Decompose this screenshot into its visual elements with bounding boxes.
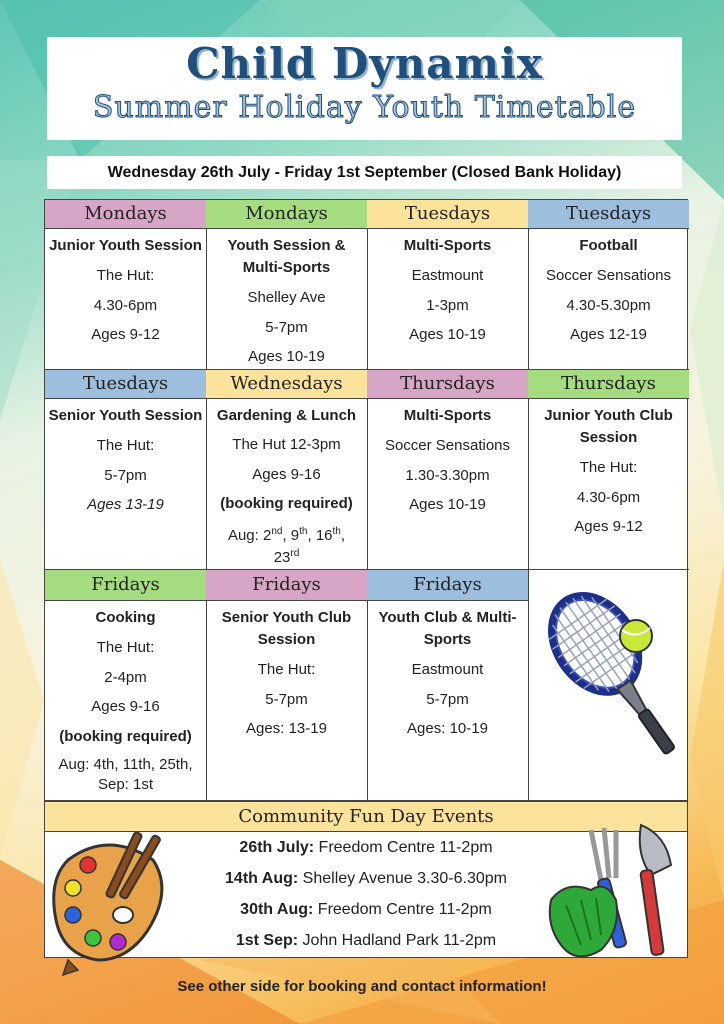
session-detail: 1.30-3.30pm	[405, 466, 490, 484]
session-cell	[45, 601, 207, 802]
session-detail: Ages 10-19	[248, 348, 325, 366]
day-header: Fridays	[367, 570, 529, 601]
session-detail: 5-7pm	[265, 690, 308, 708]
day-header: Thursdays	[528, 370, 689, 399]
session-title: Junior Youth Club Session	[544, 407, 673, 446]
page-title: Child Dynamix	[186, 39, 543, 88]
session-title: Youth Session & Multi-Sports	[227, 237, 346, 276]
events-heading: Community Fun Day Events	[45, 802, 687, 832]
booking-note: (booking required)	[59, 727, 192, 745]
footer-note: See other side for booking and contact information!	[177, 978, 547, 995]
session-cell	[206, 399, 368, 570]
session-detail: 1-3pm	[426, 296, 469, 314]
session-detail: 5-7pm	[104, 466, 147, 484]
page-subtitle: Summer Holiday Youth Timetable	[92, 90, 637, 125]
session-title: Gardening & Lunch	[216, 407, 357, 424]
session-detail: Ages 9-12	[91, 326, 160, 344]
day-header: Mondays	[206, 200, 368, 229]
session-detail: The Hut:	[96, 639, 155, 656]
session-cell	[367, 399, 529, 570]
session-title: Junior Youth Session	[49, 237, 202, 254]
session-title: Multi-Sports	[403, 407, 492, 424]
date-range-banner: Wednesday 26th July - Friday 1st September (Closed Bank Holiday)	[47, 156, 682, 189]
session-cell	[45, 229, 207, 370]
session-detail: The Hut:	[579, 459, 638, 476]
session-title: Senior Youth Club Session	[221, 609, 352, 648]
day-header: Tuesdays	[367, 200, 529, 229]
session-cell	[45, 399, 207, 570]
session-detail: Ages: 10-19	[407, 720, 488, 738]
session-detail: Shelley Ave	[247, 289, 326, 306]
session-detail: The Hut:	[96, 267, 155, 284]
day-header: Mondays	[45, 200, 207, 229]
booking-note: (booking required)	[220, 495, 353, 513]
session-detail: 4.30-6pm	[576, 488, 641, 506]
session-detail: The Hut:	[96, 437, 155, 454]
session-detail: 2-4pm	[104, 668, 147, 686]
session-cell	[206, 601, 368, 802]
gardening-tools-icon	[546, 820, 686, 970]
session-detail: Ages 9-16	[252, 465, 321, 483]
session-title: Youth Club & Multi-Sports	[378, 609, 517, 648]
day-header: Tuesdays	[45, 370, 207, 399]
session-title: Multi-Sports	[403, 237, 492, 254]
session-cell	[528, 399, 689, 570]
event-item: 30th Aug: Freedom Centre 11-2pm	[240, 901, 492, 918]
session-dates: Aug: 4th, 11th, 25th,	[58, 756, 193, 774]
session-detail: Ages 9-16	[91, 698, 160, 716]
session-detail: Ages 10-19	[409, 326, 486, 344]
session-detail: Ages: 13-19	[246, 720, 327, 738]
session-title: Cooking	[95, 609, 156, 626]
day-header: Fridays	[206, 570, 368, 601]
header-banner	[47, 37, 682, 140]
event-item: 26th July: Freedom Centre 11-2pm	[239, 839, 493, 856]
session-cell	[528, 229, 689, 370]
session-title: Football	[579, 237, 638, 254]
session-detail: The Hut 12-3pm	[232, 436, 341, 453]
session-detail: Soccer Sensations	[384, 437, 511, 454]
day-header: Fridays	[45, 570, 207, 601]
event-item: 14th Aug: Shelley Avenue 3.30-6.30pm	[225, 870, 507, 887]
session-detail: Ages 13-19	[87, 496, 164, 514]
session-title: Senior Youth Session	[48, 407, 203, 424]
session-detail: Soccer Sensations	[545, 267, 672, 284]
session-detail: Ages 9-12	[574, 518, 643, 536]
tennis-racket-icon	[538, 588, 678, 788]
session-cell	[367, 229, 529, 370]
session-detail: 5-7pm	[265, 318, 308, 336]
session-detail: Ages 10-19	[409, 496, 486, 514]
session-detail: 5-7pm	[426, 690, 469, 708]
session-detail: Eastmount	[411, 267, 484, 284]
event-item: 1st Sep: John Hadland Park 11-2pm	[235, 932, 497, 949]
session-detail: The Hut:	[257, 661, 316, 678]
session-detail: Eastmount	[411, 661, 484, 678]
session-detail: 4.30-5.30pm	[566, 296, 651, 314]
session-dates: Aug: 2nd, 9th, 16th, 23rd	[227, 525, 346, 566]
day-header: Tuesdays	[528, 200, 689, 229]
paint-palette-icon	[48, 820, 178, 980]
day-header: Wednesdays	[206, 370, 368, 399]
day-header: Thursdays	[367, 370, 529, 399]
session-cell	[206, 229, 368, 370]
session-detail: Ages 12-19	[570, 326, 647, 344]
session-cell	[367, 601, 529, 802]
session-dates: Sep: 1st	[97, 776, 154, 794]
session-detail: 4.30-6pm	[93, 296, 158, 314]
